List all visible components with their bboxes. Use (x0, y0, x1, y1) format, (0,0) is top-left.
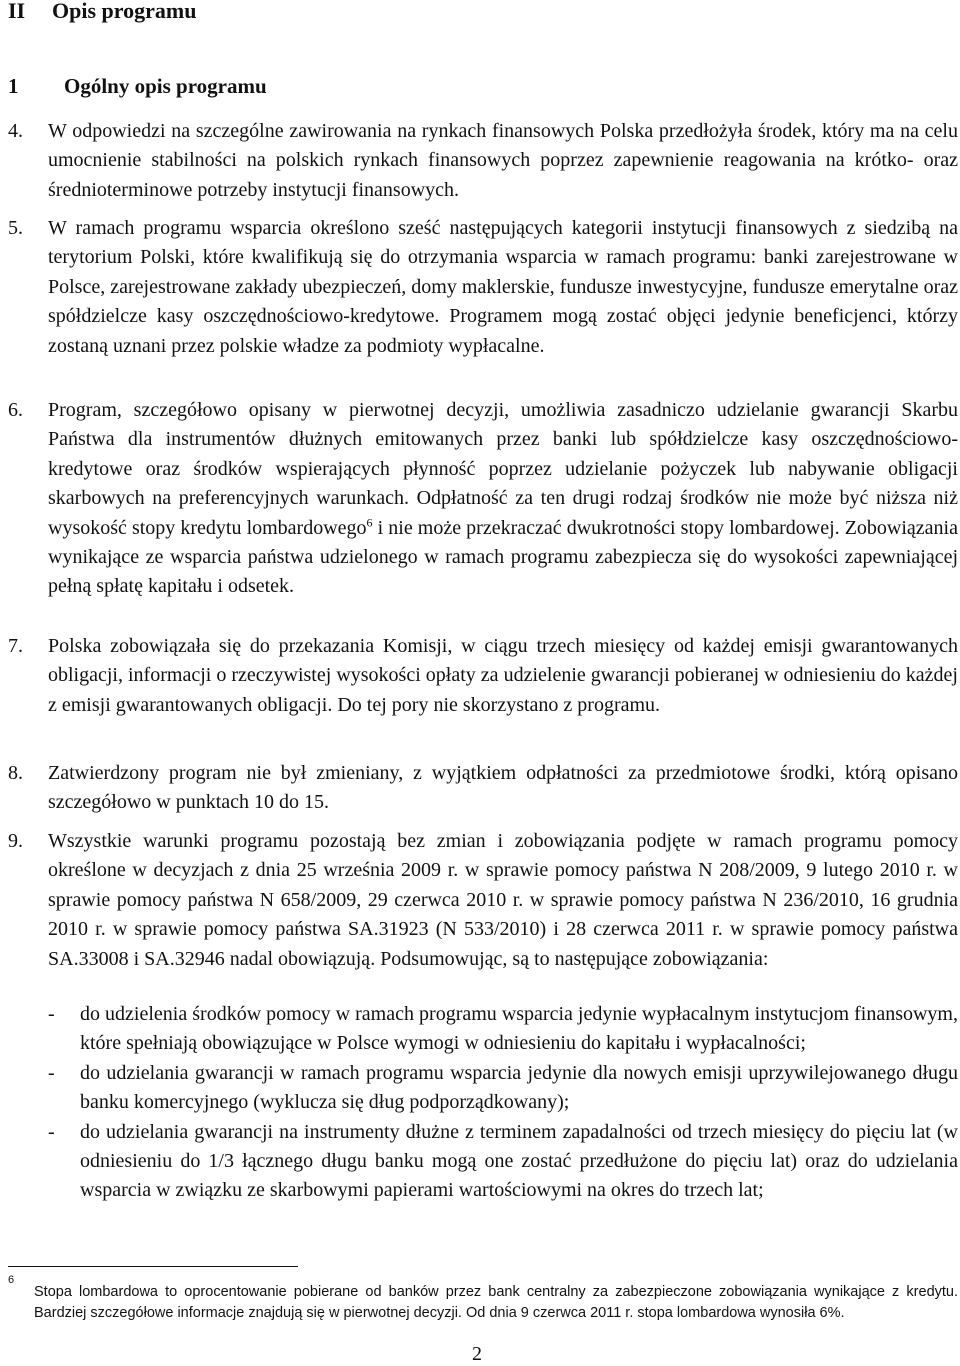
list-item (48, 1000, 958, 1059)
footnote (8, 1274, 958, 1324)
paragraph-text: W ramach programu wsparcia określono sześć następujących kategorii instytucji finansowych z siedzibą na terytorium Polski, które kwalifikują się do otrzymania wsparcia w ramach programu: banki zarejestrowane w Polsce, zarejestrowane zakłady ubezpieczeń, domy maklerskie, fundusze inwestycyjne, fundusze emerytalne oraz spółdzielcze kasy oszczędnościowo-kredytowe. Programem mogą zostać objęci jedynie beneficjenci, którzy zostaną uznani przez polskie władze za podmioty wypłacalne. (48, 217, 958, 357)
list-item-text: do udzielania gwarancji na instrumenty dłużne z terminem zapadalności od trzech miesięcy do pięciu lat (w odniesieniu do 1/3 łącznego długu banku mogą one zostać przedłużone do pięciu lat) oraz do udzielania wsparcia w związku ze skarbowymi papierami wartościowymi na okres do trzech lat; (80, 1120, 958, 1202)
paragraph-text-part-2: i nie może przekraczać dwukrotności stopy lombardowej. Zobowiązania wynikające ze wsparcia państwa udzielonego w ramach programu zabezpiecza się do wysokości zapewniającej pełną spłatę kapitału i odsetek. (48, 516, 958, 598)
paragraph-5 (8, 214, 958, 361)
list-bullet: - (48, 1061, 55, 1084)
list-item (48, 1118, 958, 1206)
section-heading (8, 0, 196, 26)
subsection-heading-title: Ogólny opis programu (64, 74, 267, 98)
paragraph-9 (8, 827, 958, 974)
paragraph-number: 7. (8, 635, 23, 657)
section-heading-number: II (8, 0, 26, 23)
page-number: 2 (472, 1343, 482, 1365)
paragraph-text: W odpowiedzi na szczególne zawirowania na rynkach finansowych Polska przedłożyła środek, który ma na celu umocnienie stabilności na polskich rynkach finansowych poprzez zapewnienie reagowania na krótko- oraz średnioterminowe potrzeby instytucji finansowych. (48, 120, 958, 201)
subsection-heading (8, 72, 267, 100)
paragraph-text: Zatwierdzony program nie był zmieniany, z wyjątkiem odpłatności za przedmiotowe środki, którą opisano szczegółowo w punktach 10 do 15. (48, 762, 958, 814)
paragraph-6 (8, 396, 958, 602)
paragraph-number: 4. (8, 120, 23, 142)
paragraph-8 (8, 759, 958, 818)
section-heading-title: Opis programu (52, 0, 197, 23)
list-bullet: - (48, 1120, 55, 1143)
subsection-heading-number: 1 (8, 74, 19, 98)
footnote-mark: 6 (8, 1274, 15, 1286)
list-bullet: - (48, 1003, 55, 1025)
paragraph-number: 8. (8, 762, 23, 784)
paragraph-4 (8, 117, 958, 205)
list-item-text: do udzielenia środków pomocy w ramach programu wsparcia jedynie wypłacalnym instytucjom finansowym, które spełniają obowiązujące w Polsce wymogi w odniesieniu do kapitału i wypłacalności; (80, 1003, 958, 1055)
paragraph-number: 9. (8, 830, 23, 852)
paragraph-text: Wszystkie warunki programu pozostają bez zmian i zobowiązania podjęte w ramach programu pomocy określone w decyzjach z dnia 25 września 2009 r. w sprawie pomocy państwa N 208/2009, 9 lutego 2010 r. w sprawie pomocy państwa N 658/2009, 29 czerwca 2010 r. w sprawie pomocy państwa N 236/2010, 16 grudnia 2010 r. w sprawie pomocy państwa SA.31923 (N 533/2010) i 28 czerwca 2011 r. w sprawie pomocy państwa SA.33008 i SA.32946 nadal obowiązują. Podsumowując, są to następujące zobowiązania: (48, 830, 958, 970)
list-item-text: do udzielania gwarancji w ramach programu wsparcia jedynie dla nowych emisji uprzywilejowanego długu banku komercyjnego (wyklucza się dług podporządkowany); (80, 1061, 958, 1114)
paragraph-number: 6. (8, 399, 23, 421)
list-item (48, 1059, 958, 1118)
paragraph-7 (8, 632, 958, 720)
paragraph-text-part-1: Program, szczegółowo opisany w pierwotnej decyzji, umożliwia zasadniczo udzielanie gwarancji Skarbu Państwa dla instrumentów dłużnych emitowanych przez banki lub spółdzielcze kasy oszczędnościowo-kredytowe oraz środków wspierających płynność poprzez udzielanie pożyczek lub nabywanie obligacji skarbowych na preferencyjnych warunkach. Odpłatność za ten drugi rodzaj środków nie może być niższa niż wysokość stopy kredytu lombardowego (48, 399, 958, 539)
footnote-text: Stopa lombardowa to oprocentowanie pobierane od banków przez bank centralny za zabezpieczone zobowiązania wynikające z kredytu. Bardziej szczegółowe informacje znajdują się w pierwotnej decyzji. Od dnia 9 czerwca 2011 r. stopa lombardowa wynosiła 6%. (34, 1284, 958, 1321)
paragraph-text: Polska zobowiązała się do przekazania Komisji, w ciągu trzech miesięcy od każdej emisji gwarantowanych obligacji, informacji o rzeczywistej wysokości opłaty za udzielenie gwarancji pobieranej w odniesieniu do każdej z emisji gwarantowanych obligacji. Do tej pory nie skorzystano z programu. (48, 635, 958, 716)
footnote-separator (8, 1266, 298, 1267)
footnote-reference[interactable]: 6 (366, 514, 373, 529)
paragraph-number: 5. (8, 217, 23, 239)
commitments-list (48, 1000, 958, 1206)
